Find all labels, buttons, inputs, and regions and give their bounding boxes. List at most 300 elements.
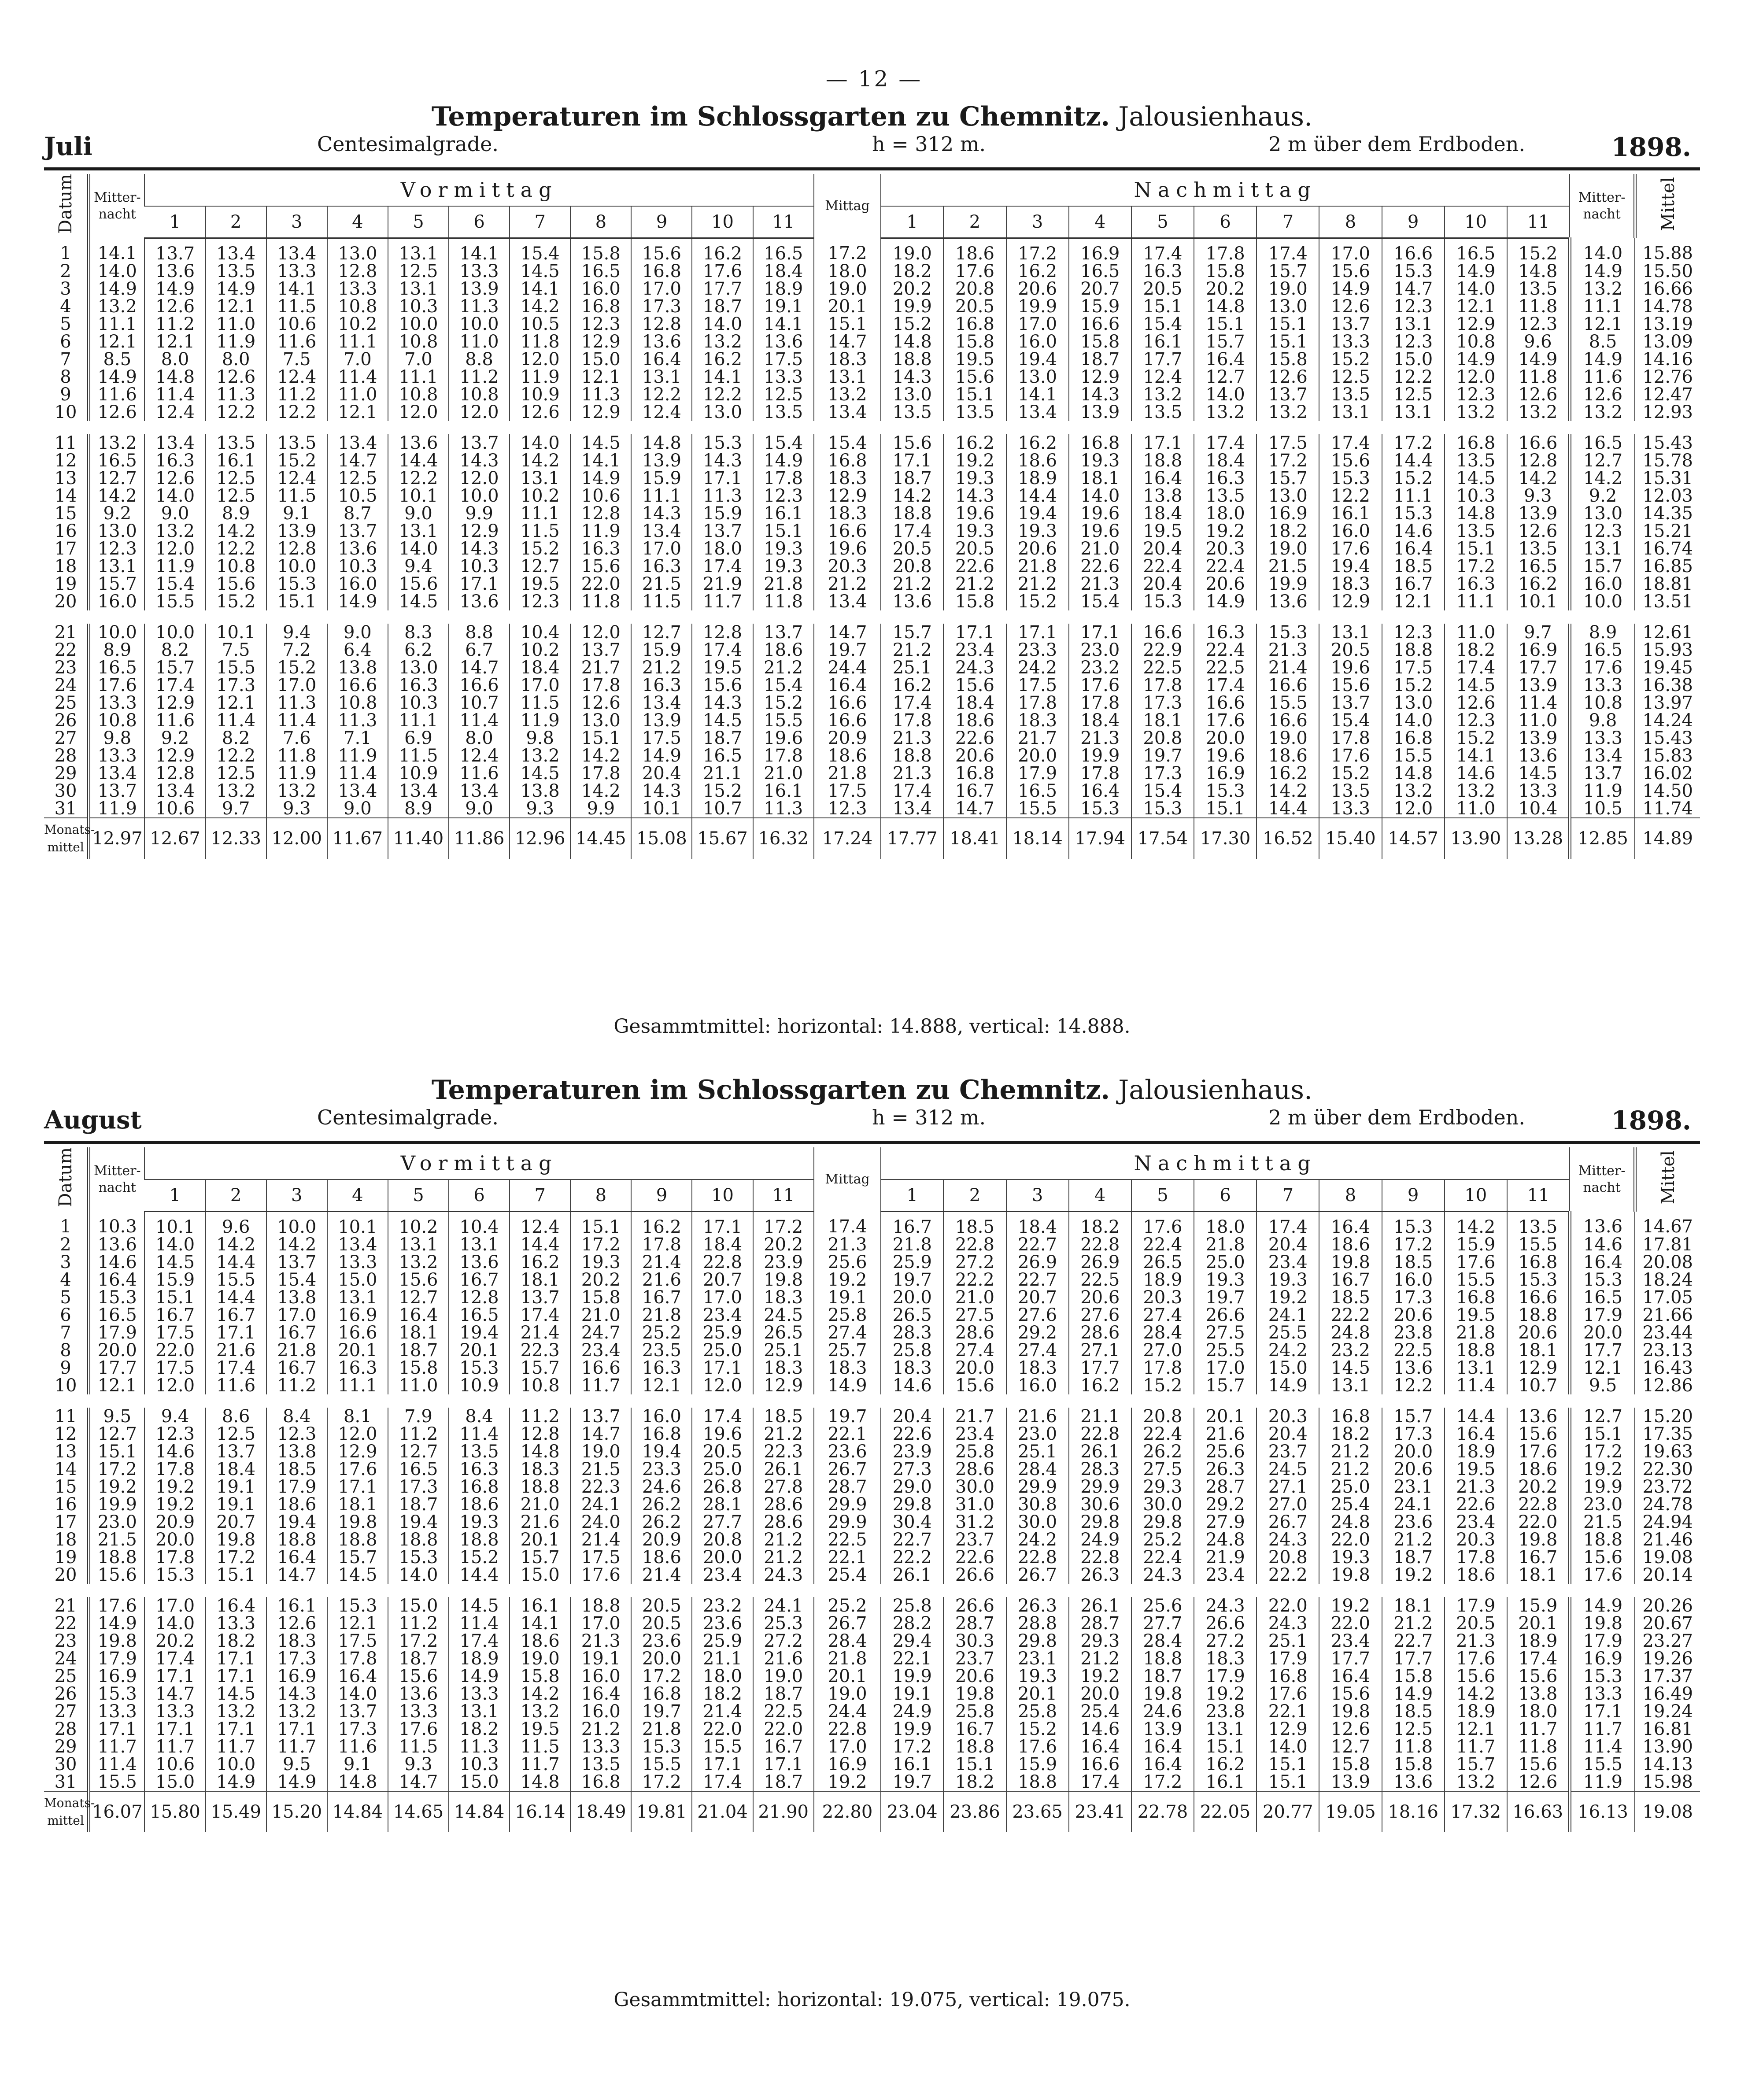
table-cell: 11.1 [327, 1377, 388, 1394]
table-cell: 17.0 [510, 677, 570, 694]
table-cell: 17.8 [753, 747, 814, 765]
table-cell: 13.6 [1507, 1408, 1570, 1425]
table-cell: 13.1 [1445, 1359, 1507, 1377]
table-cell: 17.0 [631, 280, 692, 298]
table-cell: 14.1 [449, 238, 510, 263]
table-cell: 14.0 [327, 1685, 388, 1703]
table-cell: 20.1 [814, 1667, 881, 1685]
table-cell: 16.7 [881, 1212, 943, 1236]
table-cell: 17.6 [1194, 712, 1256, 729]
table-cell: 14.7 [327, 452, 388, 470]
table-cell: 13.2 [1382, 782, 1445, 800]
table-cell: 16.4 [1319, 1667, 1382, 1685]
table-cell: 15.1 [943, 386, 1006, 403]
table-cell: 13.2 [814, 386, 881, 403]
table-cell: 22.0 [144, 1342, 205, 1359]
table-cell: 27.0 [1256, 1496, 1319, 1513]
table-cell: 12.3 [570, 315, 631, 333]
table-cell: 16.2 [510, 1253, 570, 1271]
table-cell: 24 [54, 675, 77, 696]
table-cell: 14.3 [631, 505, 692, 522]
table-cell: 17.4 [692, 1773, 753, 1791]
hour-header-pm: 7 [1256, 1179, 1319, 1212]
table-cell: 12.7 [631, 624, 692, 641]
table-cell: 14.8 [1445, 505, 1507, 522]
table-cell: 11.1 [388, 368, 449, 386]
table-cell: 16.5 [388, 1460, 449, 1478]
table-cell: 26.2 [631, 1513, 692, 1531]
table-cell: 19.08 [1635, 1549, 1700, 1566]
table-cell: 18.2 [1256, 522, 1319, 540]
table-cell: 21.2 [1382, 1531, 1445, 1549]
table-cell: 13.9 [1507, 677, 1570, 694]
table-cell: 12.9 [1256, 1720, 1319, 1738]
table-cell: 15.8 [1256, 351, 1319, 368]
table-cell: 21.8 [631, 1720, 692, 1738]
table-cell: 15.5 [631, 1756, 692, 1773]
table-cell: 13.3 [266, 262, 327, 280]
table-cell: 19.1 [881, 1685, 943, 1703]
table-cell: 21.5 [89, 1531, 145, 1549]
hour-header-am: 2 [206, 206, 266, 238]
table-cell: 19.1 [753, 298, 814, 315]
table-cell: 21.2 [1069, 1650, 1131, 1667]
table-cell: 19.0 [753, 1667, 814, 1685]
table-cell: 14.1 [753, 315, 814, 333]
table-cell: 2 [60, 1235, 71, 1255]
table-cell: 13.5 [881, 403, 943, 421]
table-cell: 23.4 [1256, 1253, 1319, 1271]
table-cell: 29 [54, 1737, 77, 1757]
table-cell: 13.2 [206, 1703, 266, 1720]
table-cell: 12.5 [1382, 1720, 1445, 1738]
table-cell: 17.3 [1382, 1425, 1445, 1443]
hour-header-pm: 11 [1507, 206, 1570, 238]
table-cell: 25.1 [881, 659, 943, 677]
table-cell: 14.9 [89, 280, 145, 298]
table-cell: 20.67 [1635, 1615, 1700, 1632]
table-cell: 18.7 [753, 1685, 814, 1703]
table-cell: 15.0 [327, 1271, 388, 1289]
table-cell: 13.7 [753, 624, 814, 641]
table-cell: 10.2 [327, 315, 388, 333]
table-cell: 13.8 [1131, 487, 1194, 505]
unit-label: Centesimalgrade. [317, 1105, 499, 1129]
table-cell: 13.8 [266, 1443, 327, 1460]
table-row [44, 712, 1700, 729]
table-cell: 10 [54, 402, 77, 423]
table-row [44, 368, 1700, 386]
table-cell: 19.0 [881, 238, 943, 263]
table-cell: 13.3 [89, 747, 145, 765]
table-cell: 13.6 [89, 1236, 145, 1253]
table-cell: 10.3 [327, 558, 388, 575]
table-cell: 23.9 [881, 1443, 943, 1460]
table-cell: 20.5 [631, 1615, 692, 1632]
table-cell: 18.1 [327, 1496, 388, 1513]
table-cell: 18.8 [510, 1478, 570, 1496]
table-cell: 16.6 [1069, 315, 1131, 333]
table-cell: 26.1 [1069, 1443, 1131, 1460]
table-cell: 13.4 [881, 800, 943, 818]
table-cell: 22.6 [1445, 1496, 1507, 1513]
table-cell: 12.9 [144, 694, 205, 712]
table-cell: 11.7 [266, 1738, 327, 1756]
table-cell: 16.85 [1635, 558, 1700, 575]
table-cell: 18.8 [1006, 1773, 1069, 1791]
table-cell: 24.4 [814, 659, 881, 677]
table-cell: 23.4 [1194, 1566, 1256, 1584]
table-cell: 21.8 [753, 575, 814, 593]
table-cell: 19.6 [814, 540, 881, 558]
table-cell: 18.3 [814, 470, 881, 487]
table-cell: 13.1 [510, 470, 570, 487]
table-cell: 26.5 [1131, 1253, 1194, 1271]
table-cell: 17.81 [1635, 1236, 1700, 1253]
table-cell: 13.7 [570, 1408, 631, 1425]
table-cell: 18.5 [1382, 558, 1445, 575]
table-cell: 17.1 [89, 1720, 145, 1738]
table-cell: 12.2 [266, 403, 327, 421]
table-cell: 13.5 [1507, 1212, 1570, 1236]
table-cell: 24.9 [881, 1703, 943, 1720]
table-row [44, 1271, 1700, 1289]
table-cell: 14.6 [881, 1377, 943, 1394]
table-cell: 13.1 [388, 522, 449, 540]
table-cell: 11.4 [1570, 1738, 1635, 1756]
table-cell: 15.6 [692, 677, 753, 694]
table-cell: 11.3 [206, 386, 266, 403]
table-cell: 13.4 [814, 593, 881, 610]
table-cell: 16.8 [1069, 434, 1131, 452]
table-cell: 16.5 [1570, 434, 1635, 452]
table-cell: 17.4 [206, 1359, 266, 1377]
table-cell: 17.8 [1194, 238, 1256, 263]
month-label: Juli [44, 132, 92, 161]
table-cell: 13.1 [449, 1703, 510, 1720]
hour-header-am: 10 [692, 1179, 753, 1212]
table-cell: 19.0 [570, 1443, 631, 1460]
table-cell: 20.4 [1131, 540, 1194, 558]
table-cell: 18.8 [449, 1531, 510, 1549]
table-cell: 16.6 [814, 694, 881, 712]
table-cell: 19.2 [1382, 1566, 1445, 1584]
table-cell: 14.4 [1445, 1408, 1507, 1425]
table-cell: 27.5 [1194, 1324, 1256, 1342]
table-cell: 9 [60, 1358, 71, 1379]
table-cell: 11.9 [570, 522, 631, 540]
table-cell: 20.1 [449, 1342, 510, 1359]
table-cell: 11.7 [510, 1756, 570, 1773]
table-cell: 26.5 [753, 1324, 814, 1342]
table-cell: 11.3 [327, 712, 388, 729]
table-cell: 20.3 [1194, 540, 1256, 558]
table-cell: 18.5 [1382, 1253, 1445, 1271]
table-cell: 26.6 [1194, 1306, 1256, 1324]
table-cell: 29.8 [881, 1496, 943, 1513]
table-cell: 18.3 [1006, 712, 1069, 729]
table-cell: 26.9 [1006, 1253, 1069, 1271]
table-cell: 14.8 [144, 368, 205, 386]
table-cell: 19 [54, 1547, 77, 1568]
table-cell: 14.1 [510, 1615, 570, 1632]
table-cell: 19.0 [1256, 540, 1319, 558]
table-cell: 11.7 [206, 1738, 266, 1756]
table-cell: 14.5 [1319, 1359, 1382, 1377]
table-cell: 17.5 [1382, 659, 1445, 677]
table-cell: 16.66 [1635, 280, 1700, 298]
table-cell: 10.0 [1570, 593, 1635, 610]
table-cell: 18.0 [692, 540, 753, 558]
table-cell: 25.4 [1069, 1703, 1131, 1720]
table-cell: 18.4 [206, 1460, 266, 1478]
table-cell: 15.6 [570, 558, 631, 575]
table-cell: 11.7 [570, 1377, 631, 1394]
table-cell: 11.4 [1507, 694, 1570, 712]
table-cell: 10.8 [510, 1377, 570, 1394]
table-cell: 27.4 [1006, 1342, 1069, 1359]
table-cell: 20.0 [692, 1549, 753, 1566]
section-august [44, 1075, 1700, 2013]
table-cell: 12.1 [1445, 298, 1507, 315]
table-cell: 10.6 [144, 1756, 205, 1773]
table-cell: 18.2 [692, 1685, 753, 1703]
table-cell: 16.6 [1382, 238, 1445, 263]
table-cell: 18.7 [692, 729, 753, 747]
table-cell: 26.1 [1069, 1597, 1131, 1615]
table-cell: 13.5 [1445, 522, 1507, 540]
table-cell: 22.6 [943, 558, 1006, 575]
table-cell: 27.3 [881, 1460, 943, 1478]
table-cell: 18.1 [1131, 712, 1194, 729]
table-cell: 14.4 [510, 1236, 570, 1253]
table-cell: 20.5 [881, 540, 943, 558]
table-cell: 14.5 [510, 765, 570, 782]
hour-header-am: 9 [631, 1179, 692, 1212]
table-cell: 12.8 [327, 262, 388, 280]
table-cell: 10.5 [327, 487, 388, 505]
table-cell: 17.1 [144, 1720, 205, 1738]
table-cell: 12.0 [1382, 800, 1445, 818]
table-cell: 11.1 [89, 315, 145, 333]
table-cell: 24.3 [1256, 1615, 1319, 1632]
table-cell: 22.1 [814, 1549, 881, 1566]
table-cell: 14.35 [1635, 505, 1700, 522]
table-row [44, 487, 1700, 505]
table-cell: 15.0 [570, 351, 631, 368]
hour-header-pm: 10 [1445, 206, 1507, 238]
table-cell: 23.1 [1382, 1478, 1445, 1496]
table-cell: 14.7 [814, 333, 881, 351]
table-cell: 14.3 [692, 452, 753, 470]
table-cell: 23.0 [1069, 641, 1131, 659]
table-cell: 17.6 [1131, 1212, 1194, 1236]
table-cell: 10.2 [510, 487, 570, 505]
table-row [44, 575, 1700, 593]
table-cell: 12.5 [206, 487, 266, 505]
table-cell: 9.1 [266, 505, 327, 522]
table-cell: 17.2 [1570, 1443, 1635, 1460]
table-cell: 13.9 [1069, 403, 1131, 421]
table-cell: 15.3 [1382, 505, 1445, 522]
table-cell: 13.2 [266, 1703, 327, 1720]
hour-header-am: 6 [449, 1179, 510, 1212]
table-cell: 10.8 [89, 712, 145, 729]
table-cell: 24 [54, 1649, 77, 1669]
nachmittag-header: Nachmittag [881, 174, 1570, 206]
table-cell: 19.9 [1256, 575, 1319, 593]
table-cell: 10.6 [570, 487, 631, 505]
table-row [44, 386, 1700, 403]
table-cell: 20.7 [206, 1513, 266, 1531]
table-cell: 8 [60, 1340, 71, 1361]
table-row [44, 624, 1700, 641]
table-cell: 22.0 [753, 1720, 814, 1738]
table-cell: 19.9 [1006, 298, 1069, 315]
table-cell: 12.3 [89, 540, 145, 558]
table-cell: 17.1 [692, 1212, 753, 1236]
table-cell: 17.1 [449, 575, 510, 593]
table-cell: 14.9 [631, 747, 692, 765]
table-cell: 16.3 [388, 677, 449, 694]
table-cell: 13.3 [753, 368, 814, 386]
table-cell: 9.8 [1570, 712, 1635, 729]
table-cell: 20.6 [943, 1667, 1006, 1685]
table-cell: 7.1 [327, 729, 388, 747]
table-cell: 22.4 [1131, 1236, 1194, 1253]
table-cell: 18.0 [692, 1667, 753, 1685]
monthly-mean-cell: 23.04 [881, 1791, 943, 1832]
table-row [44, 1443, 1700, 1460]
table-row [44, 1306, 1700, 1324]
table-cell: 18.3 [510, 1460, 570, 1478]
monthly-mean-cell: 12.00 [266, 818, 327, 859]
table-cell: 15.4 [266, 1271, 327, 1289]
table-row [44, 1632, 1700, 1650]
table-cell: 14.9 [206, 280, 266, 298]
hour-header-am: 7 [510, 206, 570, 238]
table-cell: 18.2 [1319, 1425, 1382, 1443]
table-cell: 11.6 [449, 765, 510, 782]
table-cell: 18.7 [388, 1342, 449, 1359]
table-cell: 15.7 [327, 1549, 388, 1566]
table-cell: 13.2 [1570, 403, 1635, 421]
table-cell: 23.3 [631, 1460, 692, 1478]
table-cell: 18.0 [1194, 505, 1256, 522]
table-cell: 20.3 [1256, 1408, 1319, 1425]
table-cell: 17.2 [1445, 558, 1507, 575]
table-cell: 14.24 [1635, 712, 1700, 729]
table-cell: 17.8 [1131, 677, 1194, 694]
table-cell: 15.1 [1256, 315, 1319, 333]
table-cell: 13.3 [1319, 800, 1382, 818]
table-cell: 14.0 [1570, 238, 1635, 263]
table-cell: 18.6 [449, 1496, 510, 1513]
table-cell: 19.9 [881, 1667, 943, 1685]
table-cell: 17.2 [1131, 1773, 1194, 1791]
table-cell: 10.9 [388, 765, 449, 782]
hour-header-pm: 4 [1069, 206, 1131, 238]
table-cell: 18.7 [1069, 351, 1131, 368]
mittag-header: Mittag [814, 174, 881, 238]
table-cell: 20.0 [943, 1359, 1006, 1377]
table-cell: 16.4 [1194, 351, 1256, 368]
table-cell: 25.1 [1256, 1632, 1319, 1650]
table-cell: 31 [54, 799, 77, 819]
table-cell: 13.7 [266, 1253, 327, 1271]
table-cell: 16.8 [943, 765, 1006, 782]
table-cell: 17.2 [206, 1549, 266, 1566]
hour-header-pm: 6 [1194, 1179, 1256, 1212]
table-cell: 22.8 [1069, 1236, 1131, 1253]
table-cell: 22.4 [1131, 558, 1194, 575]
table-cell: 30.0 [1131, 1496, 1194, 1513]
table-cell: 15.8 [388, 1359, 449, 1377]
table-cell: 14.5 [692, 712, 753, 729]
table-cell: 10.4 [510, 624, 570, 641]
table-row [44, 558, 1700, 575]
table-cell: 24.94 [1635, 1513, 1700, 1531]
table-cell: 8.7 [327, 505, 388, 522]
table-cell: 18.9 [1006, 470, 1069, 487]
table-cell: 15.7 [881, 624, 943, 641]
monthly-mean-label: Monats-mittel [44, 1791, 89, 1832]
table-cell: 21.66 [1635, 1306, 1700, 1324]
table-cell: 11.3 [449, 1738, 510, 1756]
table-cell: 21.1 [692, 765, 753, 782]
table-cell: 22.4 [1131, 1425, 1194, 1443]
table-cell: 13.6 [1256, 593, 1319, 610]
table-cell: 13.5 [449, 1443, 510, 1460]
table-cell: 6.7 [449, 641, 510, 659]
table-cell: 16.5 [89, 452, 145, 470]
table-cell: 8.5 [1570, 333, 1635, 351]
table-cell: 17.4 [692, 558, 753, 575]
table-cell: 10.1 [631, 800, 692, 818]
table-cell: 13.3 [206, 1615, 266, 1632]
table-cell: 11.5 [266, 298, 327, 315]
table-cell: 15.3 [449, 1359, 510, 1377]
mittel-header: Mittel [1635, 1147, 1700, 1212]
table-cell: 18.2 [449, 1720, 510, 1738]
table-cell: 16.1 [266, 1597, 327, 1615]
table-cell: 15.2 [692, 782, 753, 800]
table-cell: 16.4 [206, 1597, 266, 1615]
table-cell: 12.1 [89, 1377, 145, 1394]
table-cell: 16.6 [1507, 434, 1570, 452]
table-cell: 23.6 [692, 1615, 753, 1632]
hour-header-pm: 8 [1319, 1179, 1382, 1212]
table-cell: 13.4 [266, 238, 327, 263]
table-cell: 16.6 [570, 1359, 631, 1377]
table-cell: 18.2 [943, 1773, 1006, 1791]
table-cell: 21.8 [631, 1306, 692, 1324]
table-cell: 14.4 [449, 1566, 510, 1584]
table-cell: 28.8 [1006, 1615, 1069, 1632]
table-cell: 17.6 [570, 1566, 631, 1584]
table-cell: 13.5 [206, 434, 266, 452]
table-cell: 12.2 [206, 747, 266, 765]
table-cell: 11.0 [1507, 712, 1570, 729]
table-row [44, 298, 1700, 315]
table-cell: 15.1 [753, 522, 814, 540]
table-cell: 12.0 [144, 540, 205, 558]
table-cell: 14.6 [1445, 765, 1507, 782]
table-cell: 17.4 [510, 1306, 570, 1324]
table-cell: 14.0 [388, 540, 449, 558]
table-cell: 18.2 [1069, 1212, 1131, 1236]
table-cell: 15.1 [1194, 315, 1256, 333]
